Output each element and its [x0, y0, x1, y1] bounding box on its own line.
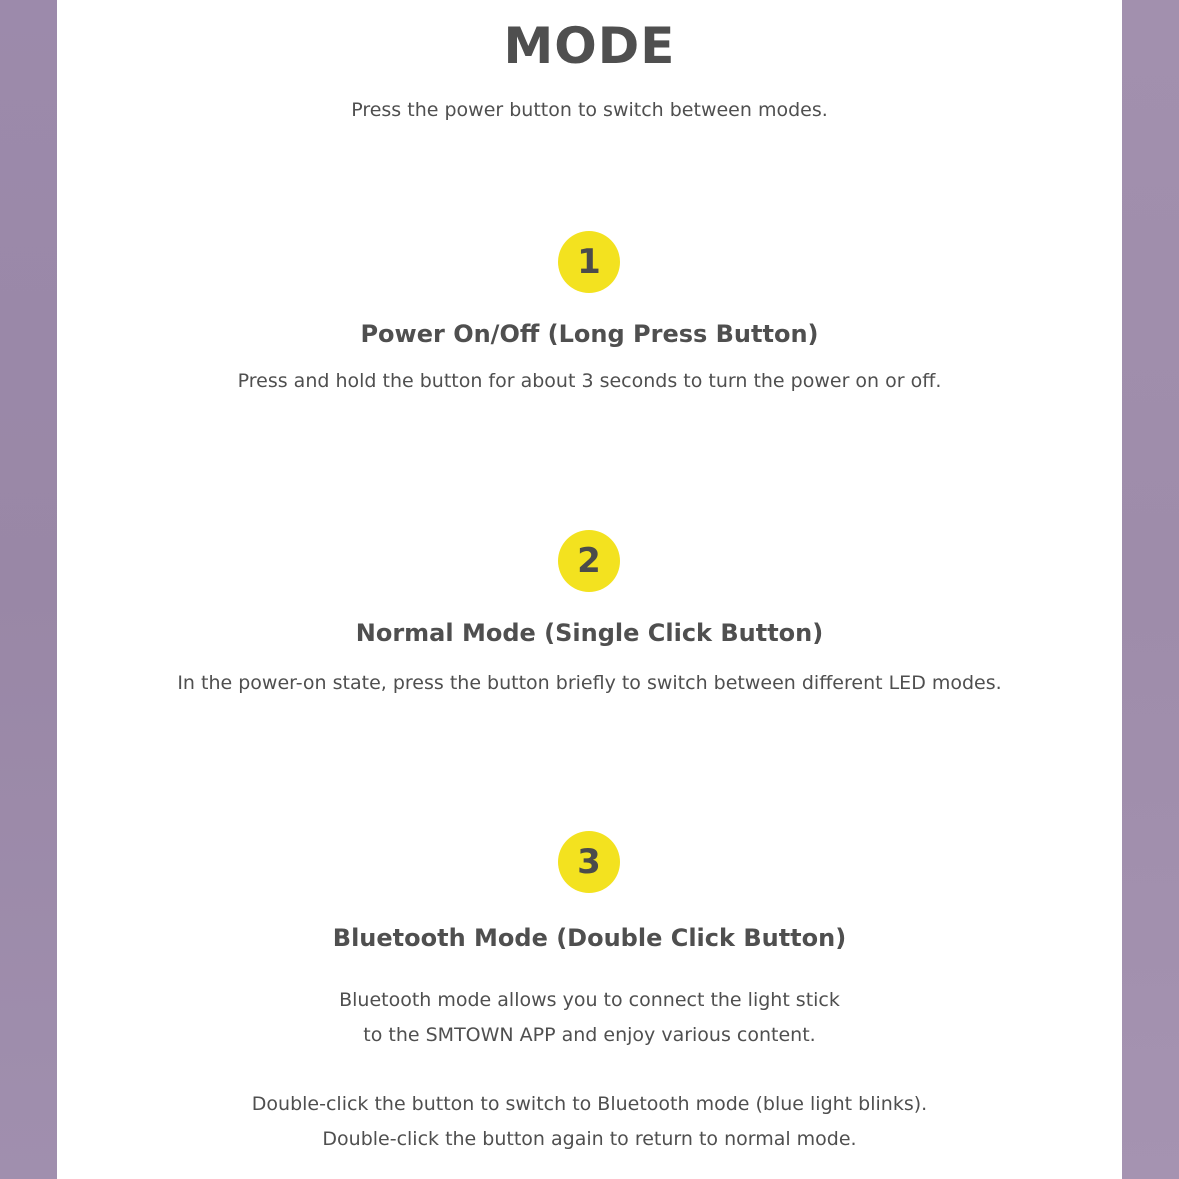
content-card — [57, 0, 1122, 1179]
mode-heading: Normal Mode (Single Click Button) — [355, 619, 824, 647]
mode-description: Double-click the button to switch to Bluetooth mode (blue light blinks). — [251, 1093, 928, 1115]
mode-heading: Bluetooth Mode (Double Click Button) — [332, 924, 847, 952]
mode-description: Double-click the button again to return to normal mode. — [322, 1128, 857, 1150]
step-number-badge: 3 — [558, 831, 620, 893]
step-number-badge: 1 — [558, 231, 620, 293]
mode-description: to the SMTOWN APP and enjoy various content. — [363, 1024, 816, 1046]
step-number-badge: 2 — [558, 530, 620, 592]
mode-description: Press and hold the button for about 3 seconds to turn the power on or off. — [237, 370, 942, 392]
background-right — [1122, 0, 1179, 1179]
page-title: MODE — [503, 17, 676, 75]
mode-description: Bluetooth mode allows you to connect the light stick — [339, 989, 840, 1011]
page-subtitle: Press the power button to switch between modes. — [351, 99, 828, 121]
mode-heading: Power On/Off (Long Press Button) — [360, 320, 819, 348]
background-left — [0, 0, 57, 1179]
mode-description: In the power-on state, press the button briefly to switch between different LED modes. — [177, 672, 1002, 694]
